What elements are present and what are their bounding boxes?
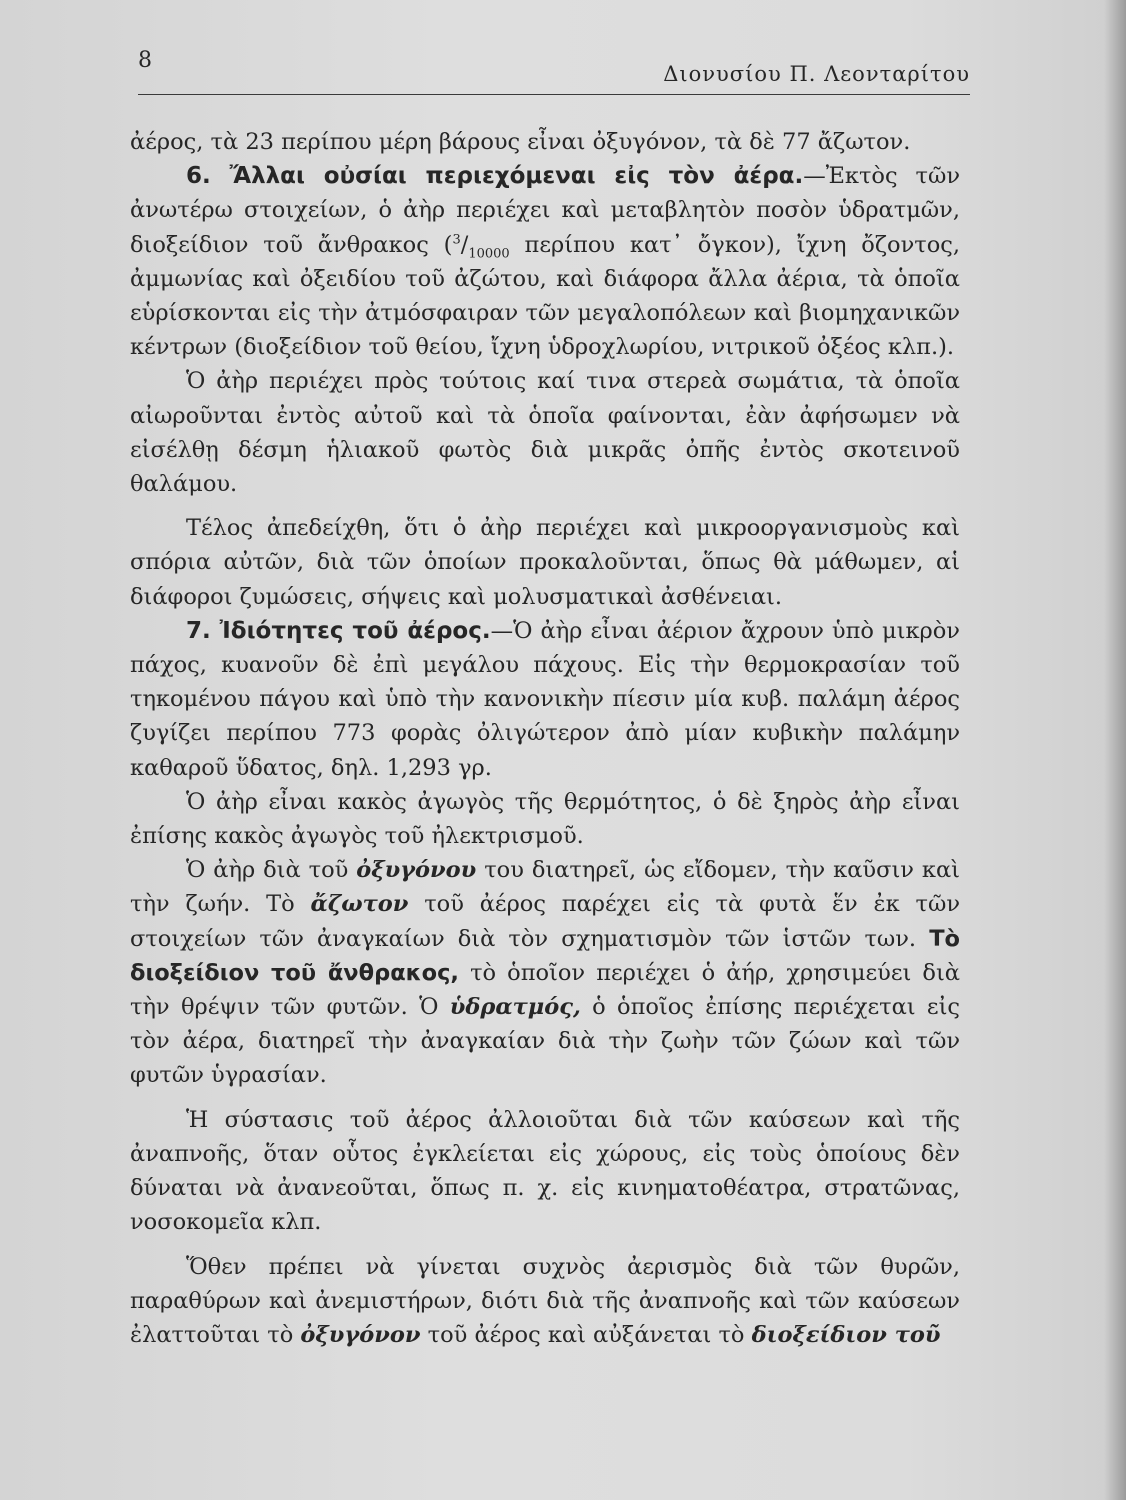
term-oxygen: ὀξυγόνου: [356, 857, 477, 884]
section-6-text-b: περίπου κατ᾽ ὄγκον), ἴχνη ὄζοντος, ἀμμωνίας καὶ ὀξειδίου τοῦ ἀζώτου, καὶ διάφορα ἄλλα ἀέρια, τὰ ὁποῖα εὑρίσκονται εἰς τὴν ἀτμόσφαιραν τῶν μεγαλοπόλεων καὶ βιομηχανικῶν κέντρων (διοξείδιον τοῦ θείου, ἴχνη ὑδροχλωρίου, νιτρικοῦ ὀξέος κλπ.).: [130, 231, 960, 361]
text-run: τὸ ὁποῖον περιέχει ὁ ἀήρ, χρησιμεύει διὰ τὴν θρέψιν τῶν φυτῶν. Ὁ: [130, 959, 960, 1021]
section-6-text-a: —Ἐκτὸς τῶν ἀνωτέρω στοιχείων, ὁ ἀὴρ περιέχει καὶ μεταβλητὸν ποσὸν ὑδρατμῶν, διοξείδιον τοῦ ἄνθρακος (: [130, 163, 960, 258]
text-run: τοῦ ἀέρος παρέχει εἰς τὰ φυτὰ ἕν ἐκ τῶν στοιχείων τῶν ἀναγκαίων διὰ τὸν σχηματισμὸν τῶν ἱστῶν των.: [130, 891, 960, 952]
fraction-denominator: 10000: [468, 246, 510, 262]
text-run: του διατηρεῖ, ὡς εἴδομεν, τὴν καῦσιν καὶ τὴν ζωήν. Τὸ: [130, 857, 960, 918]
section-6-paragraph: 6. Ἄλλαι οὐσίαι περιεχόμεναι εἰς τὸν ἀέρα.—Ἐκτὸς τῶν ἀνωτέρω στοιχείων, ὁ ἀὴρ περιέχει καὶ μεταβλητὸν ποσὸν ὑδρατμῶν, διοξείδιον τοῦ ἄνθρακος ($^3/_{10000}$ περίπου κατ᾽ ὄγκον), ἴχνη ὄζοντος, ἀμμωνίας καὶ ὀξειδίου τοῦ ἀζώτου, καὶ διάφορα ἄλλα ἀέρια, τὰ ὁποῖα εὑρίσκονται εἰς τὴν ἀτμόσφαιραν τῶν μεγαλοπόλεων καὶ βιομηχανικῶν κέντρων (διοξείδιον τοῦ θείου, ἴχνη ὑδροχλωρίου, νιτρικοῦ ὀξέος κλπ.).: [130, 163, 960, 361]
body-text: [130, 125, 960, 1352]
running-title: Διονυσίου Π. Λεονταρίτου: [663, 62, 970, 86]
page-number: 8: [138, 48, 152, 73]
running-head: [138, 48, 970, 98]
term-water-vapour: ὑδρατμός,: [449, 994, 581, 1021]
term-carbon-dioxide: Τὸ διοξείδιον τοῦ ἄνθρακος,: [130, 925, 960, 986]
paragraph-solid-particles: Ὁ ἀὴρ περιέχει πρὸς τούτοις καί τινα στερεὰ σωμάτια, τὰ ὁποῖα αἰωροῦνται ἐντὸς αὐτοῦ καὶ τὰ ὁποῖα φαίνονται, ἐὰν ἀφήσωμεν νὰ εἰσέλθῃ δέσμη ἡλιακοῦ φωτὸς διὰ μικρᾶς ὀπῆς ἐντὸς σκοτεινοῦ θαλάμου.: [130, 368, 960, 498]
term-carbon-dioxide-2: διοξείδιον τοῦ: [751, 1321, 941, 1348]
section-7-heading: 7. Ἰδιότητες τοῦ ἀέρος.: [186, 617, 491, 644]
section-7-paragraph: [130, 614, 960, 785]
term-nitrogen: ἄζωτον: [310, 891, 409, 918]
text-run: Ὅθεν πρέπει νὰ γίνεται συχνὸς ἀερισμὸς διὰ τῶν θυρῶν, παραθύρων καὶ ἀνεμιστήρων, διότι διὰ τῆς ἀναπνοῆς καὶ τῶν καύσεων ἐλαττοῦται τὸ: [130, 1253, 960, 1348]
section-7-text: —Ὁ ἀὴρ εἶναι ἀέριον ἄχρουν ὑπὸ μικρὸν πάχος, κυανοῦν δὲ ἐπὶ μεγάλου πάχους. Εἰς τὴν θερμοκρασίαν τοῦ τηκομένου πάγου καὶ ὑπὸ τὴν κανονικὴν πίεσιν μία κυβ. παλάμη ἀέρος ζυγίζει περίπου 773 φορὰς ὀλιγώτερον ἀπὸ μίαν κυβικὴν παλάμην καθαροῦ ὕδατος, δηλ. 1,293 γρ.: [130, 617, 960, 781]
fraction-numerator: 3: [452, 232, 461, 248]
section-6-heading: 6. Ἄλλαι οὐσίαι περιεχόμεναι εἰς τὸν ἀέρα.: [186, 163, 804, 190]
header-rule: [138, 94, 970, 95]
paragraph-microorganisms: Τέλος ἀπεδείχθη, ὅτι ὁ ἀὴρ περιέχει καὶ μικροοργανισμοὺς καὶ σπόρια αὐτῶν, διὰ τῶν ὁποίων προκαλοῦνται, ὅπως θὰ μάθωμεν, αἱ διάφοροι ζυμώσεις, σήψεις καὶ μολυσματικαὶ ἀσθένειαι.: [130, 515, 960, 610]
text-run: Ὁ ἀὴρ διὰ τοῦ: [186, 857, 357, 884]
term-oxygen-2: ὀξυγόνον: [300, 1321, 421, 1348]
page-edge-shadow: [1104, 0, 1126, 1500]
paragraph-air-composition-end: ἀέρος, τὰ 23 περίπου μέρη βάρους εἶναι ὀξυγόνον, τὰ δὲ 77 ἄζωτον.: [130, 129, 911, 155]
paragraph-conductivity: Ὁ ἀὴρ εἶναι κακὸς ἀγωγὸς τῆς θερμότητος, ὁ δὲ ξηρὸς ἀὴρ εἶναι ἐπίσης κακὸς ἀγωγὸς τοῦ ἠλεκτρισμοῦ.: [130, 788, 960, 850]
paragraph-oxygen-role: [130, 853, 960, 1092]
text-run: τοῦ ἀέρος καὶ αὐξάνεται τὸ: [420, 1321, 752, 1348]
paragraph-ventilation: [130, 1250, 960, 1353]
paragraph-composition-change: Ἡ σύστασις τοῦ ἀέρος ἀλλοιοῦται διὰ τῶν καύσεων καὶ τῆς ἀναπνοῆς, ὅταν οὗτος ἐγκλείεται εἰς χώρους, εἰς τοὺς ὁποίους δὲν δύναται νὰ ἀνανεοῦται, ὅπως π. χ. εἰς κινηματοθέατρα, στρατῶνας, νοσοκομεῖα κλπ.: [130, 1106, 960, 1236]
text-run: ὁ ὁποῖος ἐπίσης περιέχεται εἰς τὸν ἀέρα, διατηρεῖ τὴν ἀναγκαίαν διὰ τὴν ζωὴν τῶν ζώων καὶ τῶν φυτῶν ὑγρασίαν.: [130, 994, 960, 1089]
